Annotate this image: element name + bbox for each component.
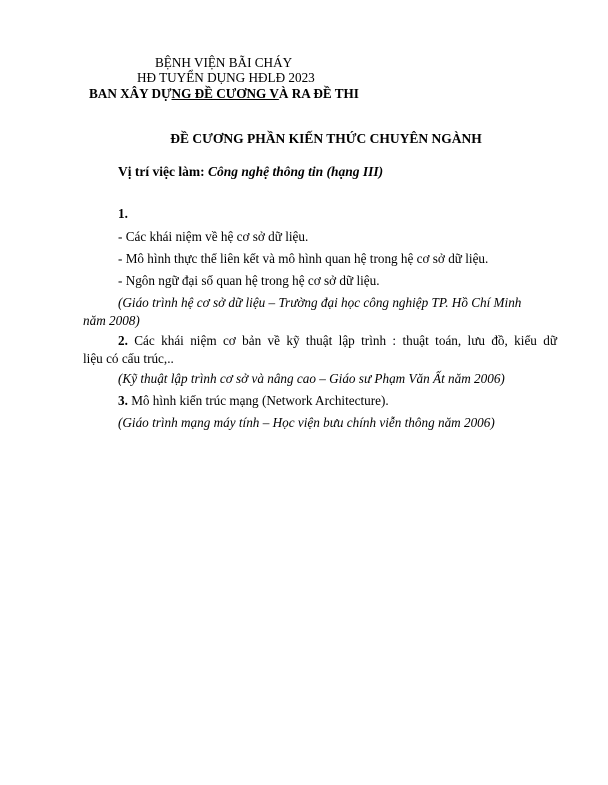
section-3-reference: (Giáo trình mạng máy tính – Học viện bưu chính viễn thông năm 2006) xyxy=(118,415,495,430)
section-1-reference-line-2: năm 2008) xyxy=(83,313,140,328)
recruitment-council: HĐ TUYỂN DỤNG HĐLĐ 2023 xyxy=(137,70,315,85)
job-position-label: Vị trí việc làm: xyxy=(118,164,205,179)
section-2-reference: (Kỹ thuật lập trình cơ sở và nâng cao – Giáo sư Phạm Văn Ất năm 2006) xyxy=(118,371,505,386)
drafting-board-suffix: À RA ĐỀ THI xyxy=(278,86,359,101)
section-2-number: 2. xyxy=(118,333,128,348)
section-3-text: Mô hình kiến trúc mạng (Network Architecture). xyxy=(131,393,389,408)
section-1-number: 1. xyxy=(118,206,128,221)
job-position-value: Công nghệ thông tin (hạng III) xyxy=(207,164,384,179)
drafting-board xyxy=(89,86,359,102)
section-2-paragraph-line-1 xyxy=(118,333,557,349)
drafting-board-prefix: BAN XÂY DỰ xyxy=(89,86,172,101)
hospital-name: BỆNH VIỆN BÃI CHÁY xyxy=(155,55,293,70)
drafting-board-underlined: NG ĐỀ CƯƠNG V xyxy=(171,86,279,101)
section-1-item-2: - Mô hình thực thể liên kết và mô hình quan hệ trong hệ cơ sở dữ liệu. xyxy=(118,251,489,266)
section-3-paragraph xyxy=(118,393,389,409)
document-title-text: ĐỀ CƯƠNG PHẦN KIẾN THỨC CHUYÊN NGÀNH xyxy=(170,131,482,146)
document-title xyxy=(0,131,608,147)
section-1-item-1: - Các khái niệm về hệ cơ sở dữ liệu. xyxy=(118,229,309,244)
section-2-text-line-2: liệu có cấu trúc,.. xyxy=(83,351,174,366)
section-3-number: 3. xyxy=(118,393,128,408)
section-1-reference-line-1: (Giáo trình hệ cơ sở dữ liệu – Trường đại học công nghiệp TP. Hồ Chí Minh xyxy=(118,295,522,310)
job-position xyxy=(118,164,383,180)
section-2-text-line-1: Các khái niệm cơ bản về kỹ thuật lập trình : thuật toán, lưu đồ, kiểu dữ xyxy=(134,333,557,348)
section-1-item-3: - Ngôn ngữ đại số quan hệ trong hệ cơ sở dữ liệu. xyxy=(118,273,380,288)
